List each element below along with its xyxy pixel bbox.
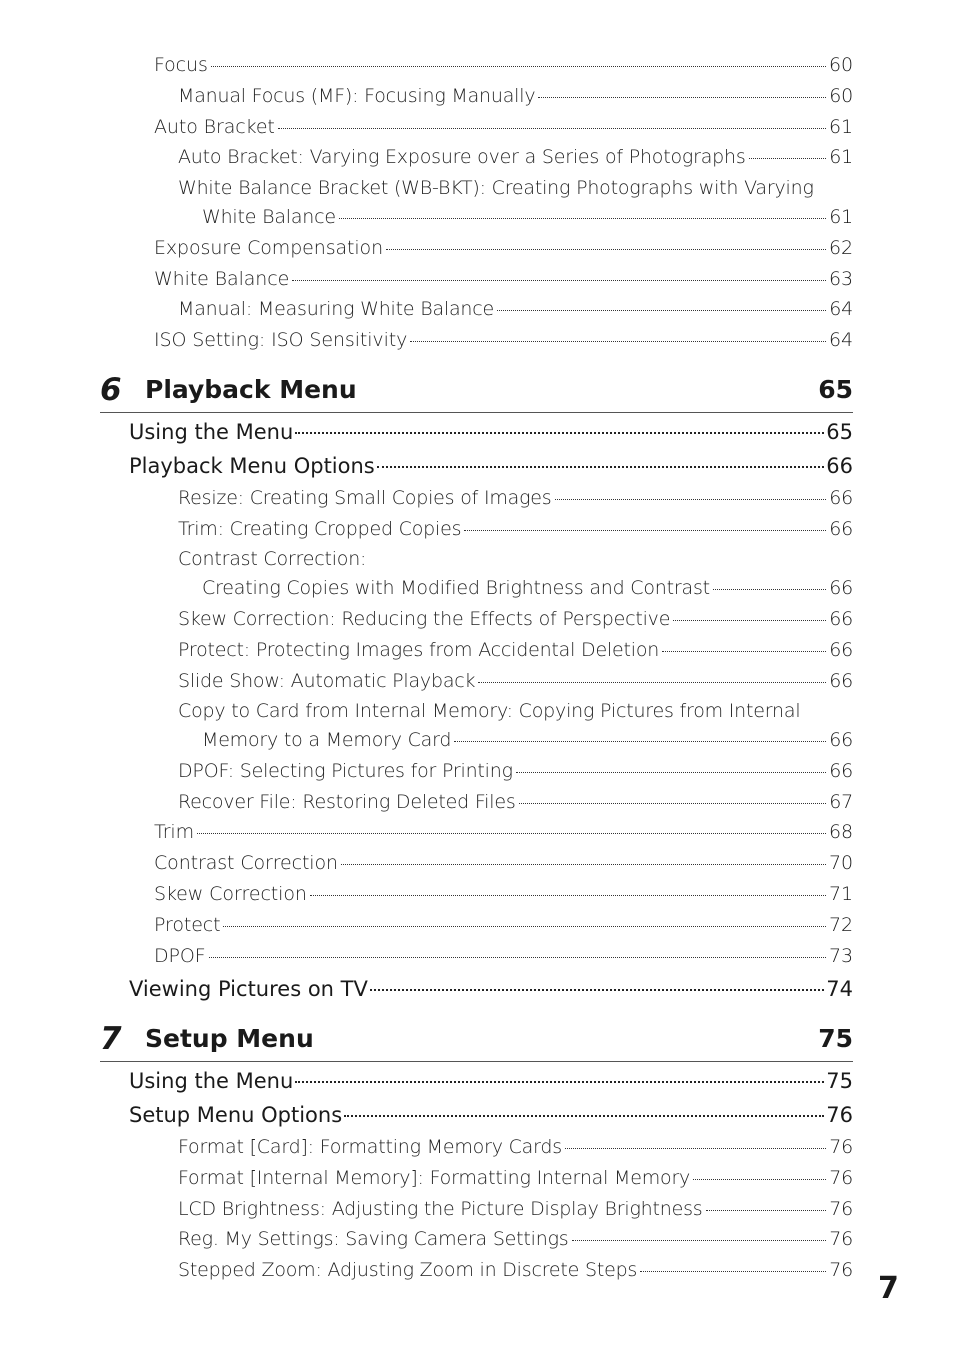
toc-entry-title: Focus [154, 54, 208, 76]
leader-dots [295, 432, 824, 434]
toc-entry-title: Using the Menu [129, 420, 294, 444]
toc-entry-page: 61 [829, 206, 853, 228]
toc-entry-title: Recover File: Restoring Deleted Files [178, 791, 516, 813]
toc-entry-auto-bracket-varying[interactable] [178, 146, 853, 168]
toc-entry-page: 66 [829, 577, 853, 599]
leader-dots [278, 128, 826, 129]
leader-dots [310, 895, 826, 896]
toc-entry-focus[interactable] [154, 54, 853, 76]
toc-entry-title: Setup Menu Options [129, 1103, 343, 1127]
toc-entry-title: DPOF [154, 945, 206, 967]
toc-entry-format-card[interactable] [178, 1136, 853, 1158]
leader-dots [713, 589, 826, 590]
toc-entry-title: Manual: Measuring White Balance [178, 298, 494, 320]
leader-dots [370, 989, 824, 991]
toc-entry-title: Protect: Protecting Images from Accidental Deletion [178, 639, 660, 661]
toc-entry-manual-wb[interactable] [178, 298, 853, 320]
toc-entry-page: 66 [829, 518, 853, 540]
toc-entry-protect[interactable] [154, 914, 853, 936]
toc-entry-contrast-line1: Contrast Correction: [178, 548, 367, 570]
toc-entry-skew-correction[interactable] [154, 883, 853, 905]
toc-entry-setup-using-menu[interactable] [129, 1069, 853, 1093]
leader-dots [572, 1240, 827, 1241]
toc-entry-skew-reducing[interactable] [178, 608, 853, 630]
toc-entry-exposure-compensation[interactable] [154, 237, 853, 259]
toc-entry-protect-images[interactable] [178, 639, 853, 661]
leader-dots [565, 1148, 826, 1149]
leader-dots [454, 741, 826, 742]
toc-entry-title: Exposure Compensation [154, 237, 384, 259]
toc-entry-auto-bracket[interactable] [154, 116, 853, 138]
toc-entry-lcd-brightness[interactable] [178, 1198, 853, 1220]
leader-dots [410, 341, 826, 342]
toc-entry-stepped-zoom[interactable] [178, 1259, 853, 1281]
toc-entry-dpof-selecting[interactable] [178, 760, 853, 782]
toc-entry-title: Creating Copies with Modified Brightness and Contrast [202, 577, 710, 599]
chapter-number: 6 [100, 372, 122, 408]
toc-entry-page: 64 [829, 329, 853, 351]
leader-dots [555, 499, 827, 500]
leader-dots [344, 1115, 824, 1117]
toc-entry-title: White Balance [202, 206, 336, 228]
toc-entry-page: 76 [829, 1198, 853, 1220]
toc-entry-title: Auto Bracket: Varying Exposure over a Series of Photographs [178, 146, 746, 168]
toc-entry-page: 60 [829, 54, 853, 76]
toc-entry-page: 61 [829, 146, 853, 168]
toc-entry-title: Slide Show: Automatic Playback [178, 670, 476, 692]
toc-entry-page: 66 [829, 729, 853, 751]
leader-dots [386, 249, 826, 250]
leader-dots [295, 1081, 824, 1083]
toc-entry-wb-bracket[interactable] [202, 206, 853, 228]
leader-dots [197, 833, 826, 834]
toc-entry-page: 70 [829, 852, 853, 874]
toc-entry-trim-copies[interactable] [178, 518, 853, 540]
leader-dots [211, 66, 826, 67]
toc-entry-reg-my-settings[interactable] [178, 1228, 853, 1250]
toc-entry-iso-setting[interactable] [154, 329, 853, 351]
toc-entry-title: DPOF: Selecting Pictures for Printing [178, 760, 513, 782]
toc-entry-page: 63 [829, 268, 853, 290]
chapter-page: 65 [818, 375, 853, 404]
toc-entry-white-balance[interactable] [154, 268, 853, 290]
toc-entry-page: 73 [829, 945, 853, 967]
toc-entry-page: 75 [826, 1069, 853, 1093]
toc-entry-page: 62 [829, 237, 853, 259]
toc-entry-copy-to-card[interactable] [202, 729, 853, 751]
page-number: 7 [878, 1271, 899, 1306]
toc-entry-setup-options[interactable] [129, 1103, 853, 1127]
leader-dots [519, 803, 827, 804]
toc-entry-page: 66 [829, 608, 853, 630]
leader-dots [464, 530, 826, 531]
toc-entry-page: 66 [829, 639, 853, 661]
toc-entry-page: 65 [826, 420, 853, 444]
chapter-page: 75 [818, 1024, 853, 1053]
leader-dots [341, 864, 826, 865]
toc-entry-title: Skew Correction [154, 883, 307, 905]
toc-entry-page: 66 [829, 670, 853, 692]
toc-entry-title: Using the Menu [129, 1069, 294, 1093]
toc-entry-title: Memory to a Memory Card [202, 729, 452, 751]
leader-dots [478, 682, 826, 683]
toc-entry-title: White Balance [154, 268, 290, 290]
toc-entry-page: 74 [826, 977, 853, 1001]
toc-entry-title: Playback Menu Options [129, 454, 375, 478]
toc-entry-page: 76 [829, 1228, 853, 1250]
chapter-number: 7 [100, 1021, 122, 1057]
toc-entry-contrast-copies[interactable] [202, 577, 853, 599]
toc-entry-format-internal[interactable] [178, 1167, 853, 1189]
toc-entry-resize[interactable] [178, 487, 853, 509]
leader-dots [223, 926, 826, 927]
toc-entry-page: 66 [826, 454, 853, 478]
leader-dots [339, 218, 826, 219]
toc-entry-title: Resize: Creating Small Copies of Images [178, 487, 552, 509]
toc-entry-page: 68 [829, 821, 853, 843]
chapter-heading-7[interactable] [100, 1021, 853, 1062]
leader-dots [497, 310, 826, 311]
leader-dots [292, 280, 826, 281]
leader-dots [673, 620, 826, 621]
toc-entry-copy-to-card-line1: Copy to Card from Internal Memory: Copying Pictures from Internal [178, 700, 801, 722]
toc-entry-viewing-tv[interactable] [129, 977, 853, 1001]
toc-entry-manual-focus[interactable] [178, 85, 853, 107]
toc-entry-recover-file[interactable] [178, 791, 853, 813]
toc-entry-title: Format [Card]: Formatting Memory Cards [178, 1136, 562, 1158]
toc-entry-page: 66 [829, 487, 853, 509]
toc-entry-page: 61 [829, 116, 853, 138]
toc-entry-playback-options[interactable] [129, 454, 853, 478]
toc-entry-page: 60 [829, 85, 853, 107]
toc-entry-title: Skew Correction: Reducing the Effects of Perspective [178, 608, 671, 630]
toc-entry-title: LCD Brightness: Adjusting the Picture Display Brightness [178, 1198, 703, 1220]
toc-entry-slide-show[interactable] [178, 670, 853, 692]
toc-entry-dpof[interactable] [154, 945, 853, 967]
chapter-title: Playback Menu [145, 375, 357, 404]
toc-entry-title: Reg. My Settings: Saving Camera Settings [178, 1228, 569, 1250]
chapter-heading-6[interactable] [100, 372, 853, 413]
toc-entry-page: 76 [829, 1136, 853, 1158]
toc-entry-title: Stepped Zoom: Adjusting Zoom in Discrete Steps [178, 1259, 638, 1281]
leader-dots [377, 466, 825, 468]
leader-dots [538, 97, 826, 98]
toc-entry-title: Contrast Correction [154, 852, 338, 874]
leader-dots [706, 1210, 827, 1211]
leader-dots [749, 158, 827, 159]
toc-entry-title: Manual Focus (MF): Focusing Manually [178, 85, 536, 107]
toc-entry-title: Viewing Pictures on TV [129, 977, 368, 1001]
leader-dots [209, 957, 826, 958]
toc-entry-page: 76 [826, 1103, 853, 1127]
toc-entry-page: 72 [829, 914, 853, 936]
toc-entry-page: 66 [829, 760, 853, 782]
leader-dots [662, 651, 826, 652]
toc-entry-page: 76 [829, 1167, 853, 1189]
leader-dots [640, 1271, 826, 1272]
toc-entry-page: 76 [829, 1259, 853, 1281]
toc-entry-title: Protect [154, 914, 221, 936]
toc-entry-wb-bracket-line1: White Balance Bracket (WB-BKT): Creating Photographs with Varying [178, 177, 814, 199]
toc-entry-page: 64 [829, 298, 853, 320]
toc-entry-title: Trim [154, 821, 195, 843]
leader-dots [693, 1179, 826, 1180]
toc-entry-title: ISO Setting: ISO Sensitivity [154, 329, 408, 351]
toc-entry-trim[interactable] [154, 821, 853, 843]
toc-entry-using-menu[interactable] [129, 420, 853, 444]
toc-entry-contrast-correction[interactable] [154, 852, 853, 874]
toc-entry-title: Format [Internal Memory]: Formatting Internal Memory [178, 1167, 691, 1189]
toc-entry-title: Auto Bracket [154, 116, 275, 138]
leader-dots [516, 772, 826, 773]
toc-entry-page: 67 [829, 791, 853, 813]
toc-entry-title: Trim: Creating Cropped Copies [178, 518, 462, 540]
toc-entry-page: 71 [829, 883, 853, 905]
chapter-title: Setup Menu [145, 1024, 314, 1053]
